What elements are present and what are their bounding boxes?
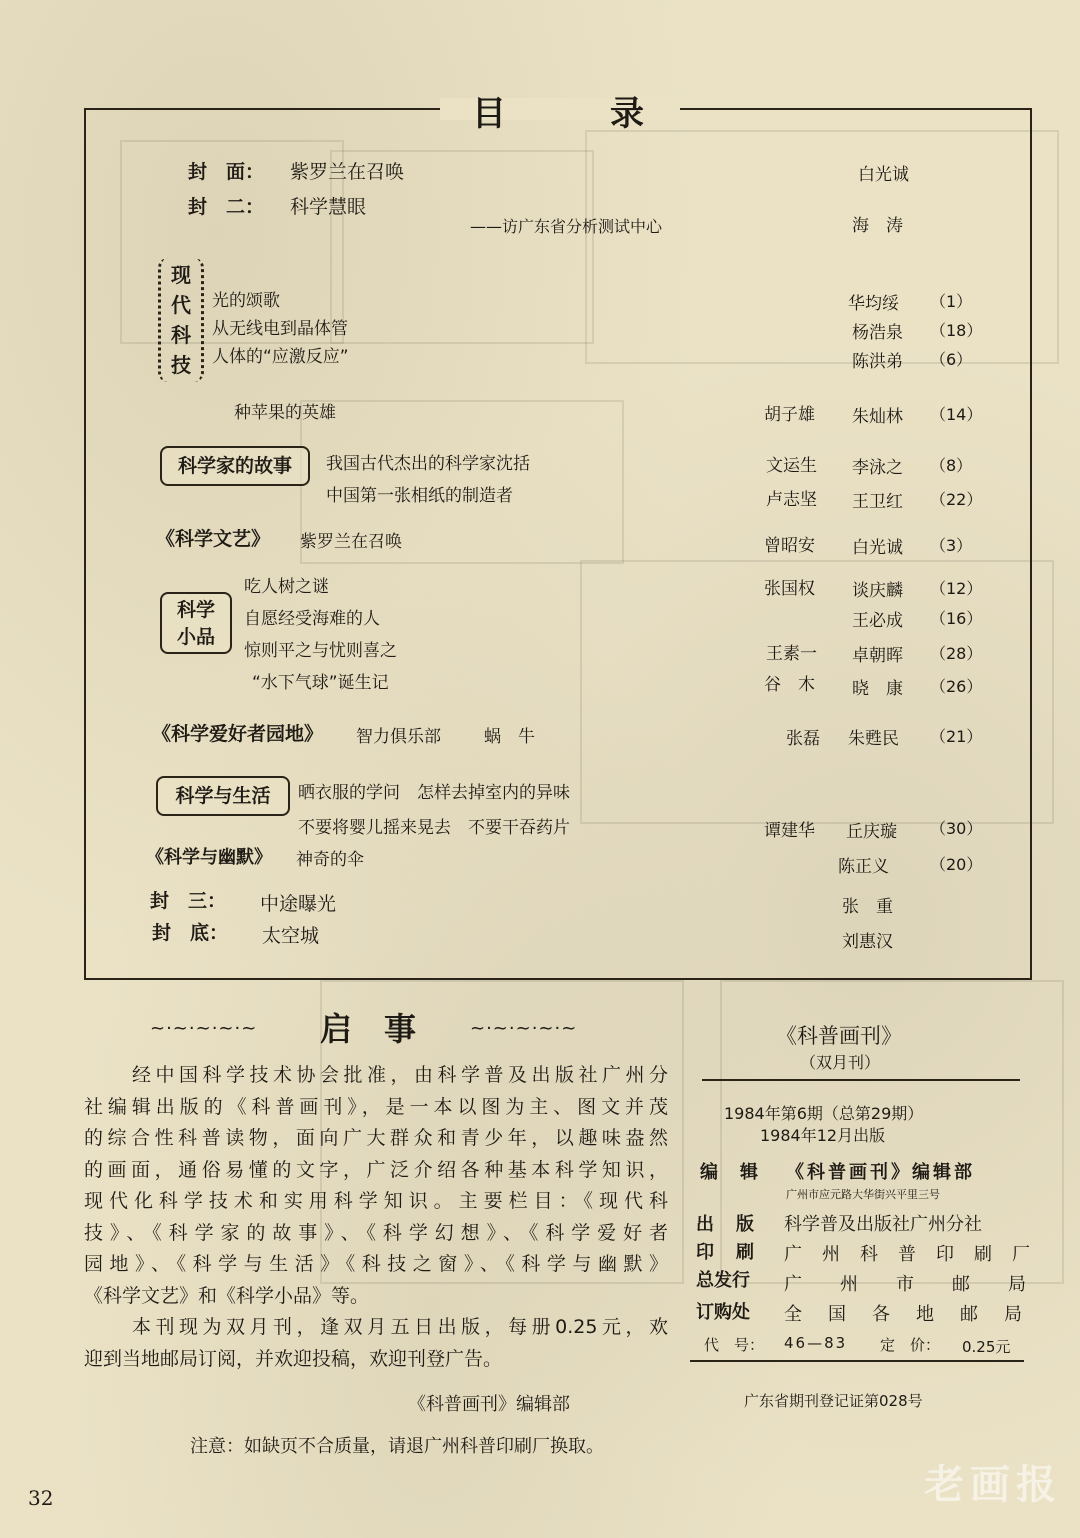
cover-two-title: 科学慧眼 (290, 196, 367, 218)
toc-entry-extra: 蜗 牛 (484, 727, 535, 747)
cover-three-label: 封 三： (150, 890, 227, 912)
section-label-line: 科学 (176, 599, 215, 621)
toc-entry-page: （1） (930, 292, 973, 311)
imprint-key: 出 版 (696, 1214, 756, 1235)
toc-entry-author: 陈正义 (838, 857, 889, 877)
imprint-code-label: 代 号： (704, 1336, 765, 1354)
section-label-sci-fans: 《科学爱好者园地》 (152, 723, 324, 745)
toc-entry-page: （18） (930, 321, 983, 340)
toc-entry-author: 张国权 (764, 579, 815, 599)
cover-three-author: 张 重 (842, 897, 893, 917)
cover-two-subtitle: ——访广东省分析测试中心 (470, 217, 663, 236)
toc-entry-author: 曾昭安 (764, 536, 815, 556)
imprint-address: 广州市应元路大华街兴平里三号 (786, 1188, 940, 1201)
toc-entry-author: 李泳之 (852, 458, 903, 478)
imprint-value: 广州市邮局 (784, 1274, 1064, 1295)
toc-entry-title: 光的颂歌 (212, 291, 280, 311)
notice-line: 的画面，通俗易懂的文字，广泛介绍各种基本科学知识， (84, 1158, 668, 1181)
toc-entry-title: 人体的“应激反应” (212, 347, 349, 367)
toc-entry-page: （26） (930, 677, 983, 696)
toc-entry-author: 卓朝晖 (852, 646, 903, 666)
imprint-frequency: （双月刊） (800, 1053, 881, 1072)
cover-three-title: 中途曝光 (260, 893, 337, 915)
toc-entry-page: （20） (930, 855, 983, 874)
notice-signature: 《科普画刊》编辑部 (408, 1394, 570, 1415)
imprint-value: 《科普画刊》编辑部 (786, 1162, 975, 1183)
imprint-rule (690, 1360, 1024, 1362)
toc-entry-author: 谭建华 (764, 821, 815, 841)
notice-line: 经中国科学技术协会批准，由科学普及出版社广州分 (132, 1064, 668, 1086)
section-label-modern-tech: 现 代 科 技 (158, 258, 204, 382)
imprint-issue: 1984年第6期（总第29期） (724, 1104, 924, 1123)
notice-line: 园地》、《科学与生活》《科技之窗》、《科学与幽默》 (84, 1253, 668, 1275)
imprint-date: 1984年12月出版 (760, 1126, 886, 1145)
notice-title: 启 事 (320, 1010, 417, 1048)
toc-entry-page: （21） (930, 727, 983, 746)
toc-entry-title: “水下气球”诞生记 (252, 673, 389, 693)
imprint-registration: 广东省期刊登记证第028号 (744, 1392, 923, 1410)
toc-entry-author: 朱甦民 (848, 729, 899, 749)
toc-entry-page: （14） (930, 405, 983, 424)
notice-footnote: 注意：如缺页不合质量，请退广州科普印刷厂换取。 (190, 1436, 604, 1457)
section-label-sci-essay (160, 592, 232, 654)
toc-entry-author: 朱灿林 (852, 407, 903, 427)
toc-entry-author: 王卫红 (852, 492, 903, 512)
notice-line: 现代化科学技术和实用科学知识。主要栏目：《现代科 (84, 1190, 668, 1212)
toc-entry-author: 白光诚 (852, 538, 903, 558)
imprint-key: 总发行 (696, 1270, 750, 1291)
cover-back-title: 太空城 (262, 925, 320, 947)
section-label-scientist-story: 科学家的故事 (160, 446, 310, 486)
toc-entry-title: 种苹果的英雄 (234, 403, 336, 423)
toc-entry-title: 自愿经受海难的人 (244, 609, 380, 629)
section-label-line: 小品 (176, 626, 215, 648)
toc-entry-page: （8） (930, 456, 973, 475)
cover-two-label: 封 二： (188, 196, 265, 218)
cover-front-title: 紫罗兰在召唤 (290, 161, 405, 183)
notice-line: 《科学文艺》和《科学小品》等。 (84, 1284, 370, 1307)
toc-entry-author: 谷 木 (764, 675, 815, 695)
notice-deco-right: ~·~·~·~·~ (470, 1018, 578, 1039)
toc-entry-author: 晓 康 (852, 679, 903, 699)
toc-entry-title: 智力俱乐部 (356, 727, 441, 747)
toc-entry-page: （16） (930, 609, 983, 628)
watermark-logo: 老画报 (924, 1462, 1062, 1508)
toc-entry-page: （3） (930, 536, 973, 555)
page-number: 32 (28, 1486, 54, 1510)
imprint-rule (702, 1079, 1020, 1081)
toc-entry-page: （12） (930, 579, 983, 598)
imprint-code: 46—83 (784, 1334, 848, 1352)
toc-entry-author: 卢志坚 (766, 490, 817, 510)
notice-line: 社编辑出版的《科普画刊》，是一本以图为主、图文并茂 (84, 1095, 668, 1118)
toc-title-left: 目 (472, 94, 508, 134)
imprint-key: 订购处 (696, 1302, 750, 1323)
notice-line: 本刊现为双月刊，逢双月五日出版，每册0.25元，欢 (132, 1316, 668, 1338)
cover-two-author: 海 涛 (852, 216, 903, 236)
toc-entry-title: 惊则平之与忧则喜之 (244, 641, 397, 661)
toc-entry-title: 我国古代杰出的科学家沈括 (326, 454, 530, 474)
toc-entry-title: 神奇的伞 (296, 850, 364, 870)
toc-entry-page: （6） (930, 350, 973, 369)
toc-entry-author: 张磊 (786, 729, 820, 749)
toc-entry-title: 吃人树之谜 (244, 577, 329, 597)
imprint-value: 全国各地邮局 (784, 1304, 1048, 1325)
toc-entry-author: 王必成 (852, 611, 903, 631)
toc-entry-author: 文运生 (766, 456, 817, 476)
imprint-price-label: 定 价： (880, 1336, 941, 1354)
toc-entry-title: 紫罗兰在召唤 (300, 532, 402, 552)
toc-entry-author: 杨浩泉 (852, 323, 903, 343)
cover-front-label: 封 面： (188, 161, 265, 183)
toc-entry-title: 中国第一张相纸的制造者 (326, 486, 513, 506)
section-label-sci-life: 科学与生活 (156, 776, 290, 816)
toc-entry-author: 陈洪弟 (852, 352, 903, 372)
toc-entry-title: 晒衣服的学问 怎样去掉室内的异味 (298, 783, 570, 803)
toc-entry-title: 不要将婴儿摇来晃去 不要干吞药片 (298, 818, 570, 838)
imprint-name: 《科普画刊》 (776, 1024, 902, 1048)
section-label-sci-literature: 《科学文艺》 (156, 528, 271, 550)
cover-back-author: 刘惠汉 (842, 932, 893, 952)
notice-deco-left: ~·~·~·~·~ (150, 1018, 258, 1039)
notice-line: 迎到当地邮局订阅，并欢迎投稿，欢迎刊登广告。 (84, 1347, 503, 1370)
toc-entry-page: （22） (930, 490, 983, 509)
toc-entry-page: （30） (930, 819, 983, 838)
cover-front-author: 白光诚 (858, 165, 909, 185)
section-label-sci-humor: 《科学与幽默》 (146, 847, 272, 868)
cover-back-label: 封 底： (152, 922, 229, 944)
toc-entry-author: 胡子雄 (764, 405, 815, 425)
toc-entry-page: （28） (930, 644, 983, 663)
notice-body (84, 1060, 668, 1375)
toc-title-right: 录 (610, 94, 646, 134)
imprint-key: 编 辑 (700, 1162, 760, 1183)
imprint-value: 科学普及出版社广州分社 (784, 1214, 982, 1235)
toc-entry-author: 谈庆麟 (852, 581, 903, 601)
toc-entry-author: 王素一 (766, 644, 817, 664)
notice-line: 的综合性科普读物，面向广大群众和青少年，以趣味盎然 (84, 1127, 668, 1149)
toc-entry-title: 从无线电到晶体管 (212, 319, 348, 339)
imprint-key: 印 刷 (696, 1242, 756, 1263)
toc-entry-author: 丘庆璇 (846, 822, 897, 842)
toc-entry-author: 华均绥 (848, 294, 899, 314)
imprint-price: 0.25元 (962, 1338, 1011, 1356)
imprint-value: 广州科普印刷厂 (784, 1244, 1050, 1265)
notice-line: 技》、《科学家的故事》、《科学幻想》、《科学爱好者 (84, 1221, 668, 1244)
